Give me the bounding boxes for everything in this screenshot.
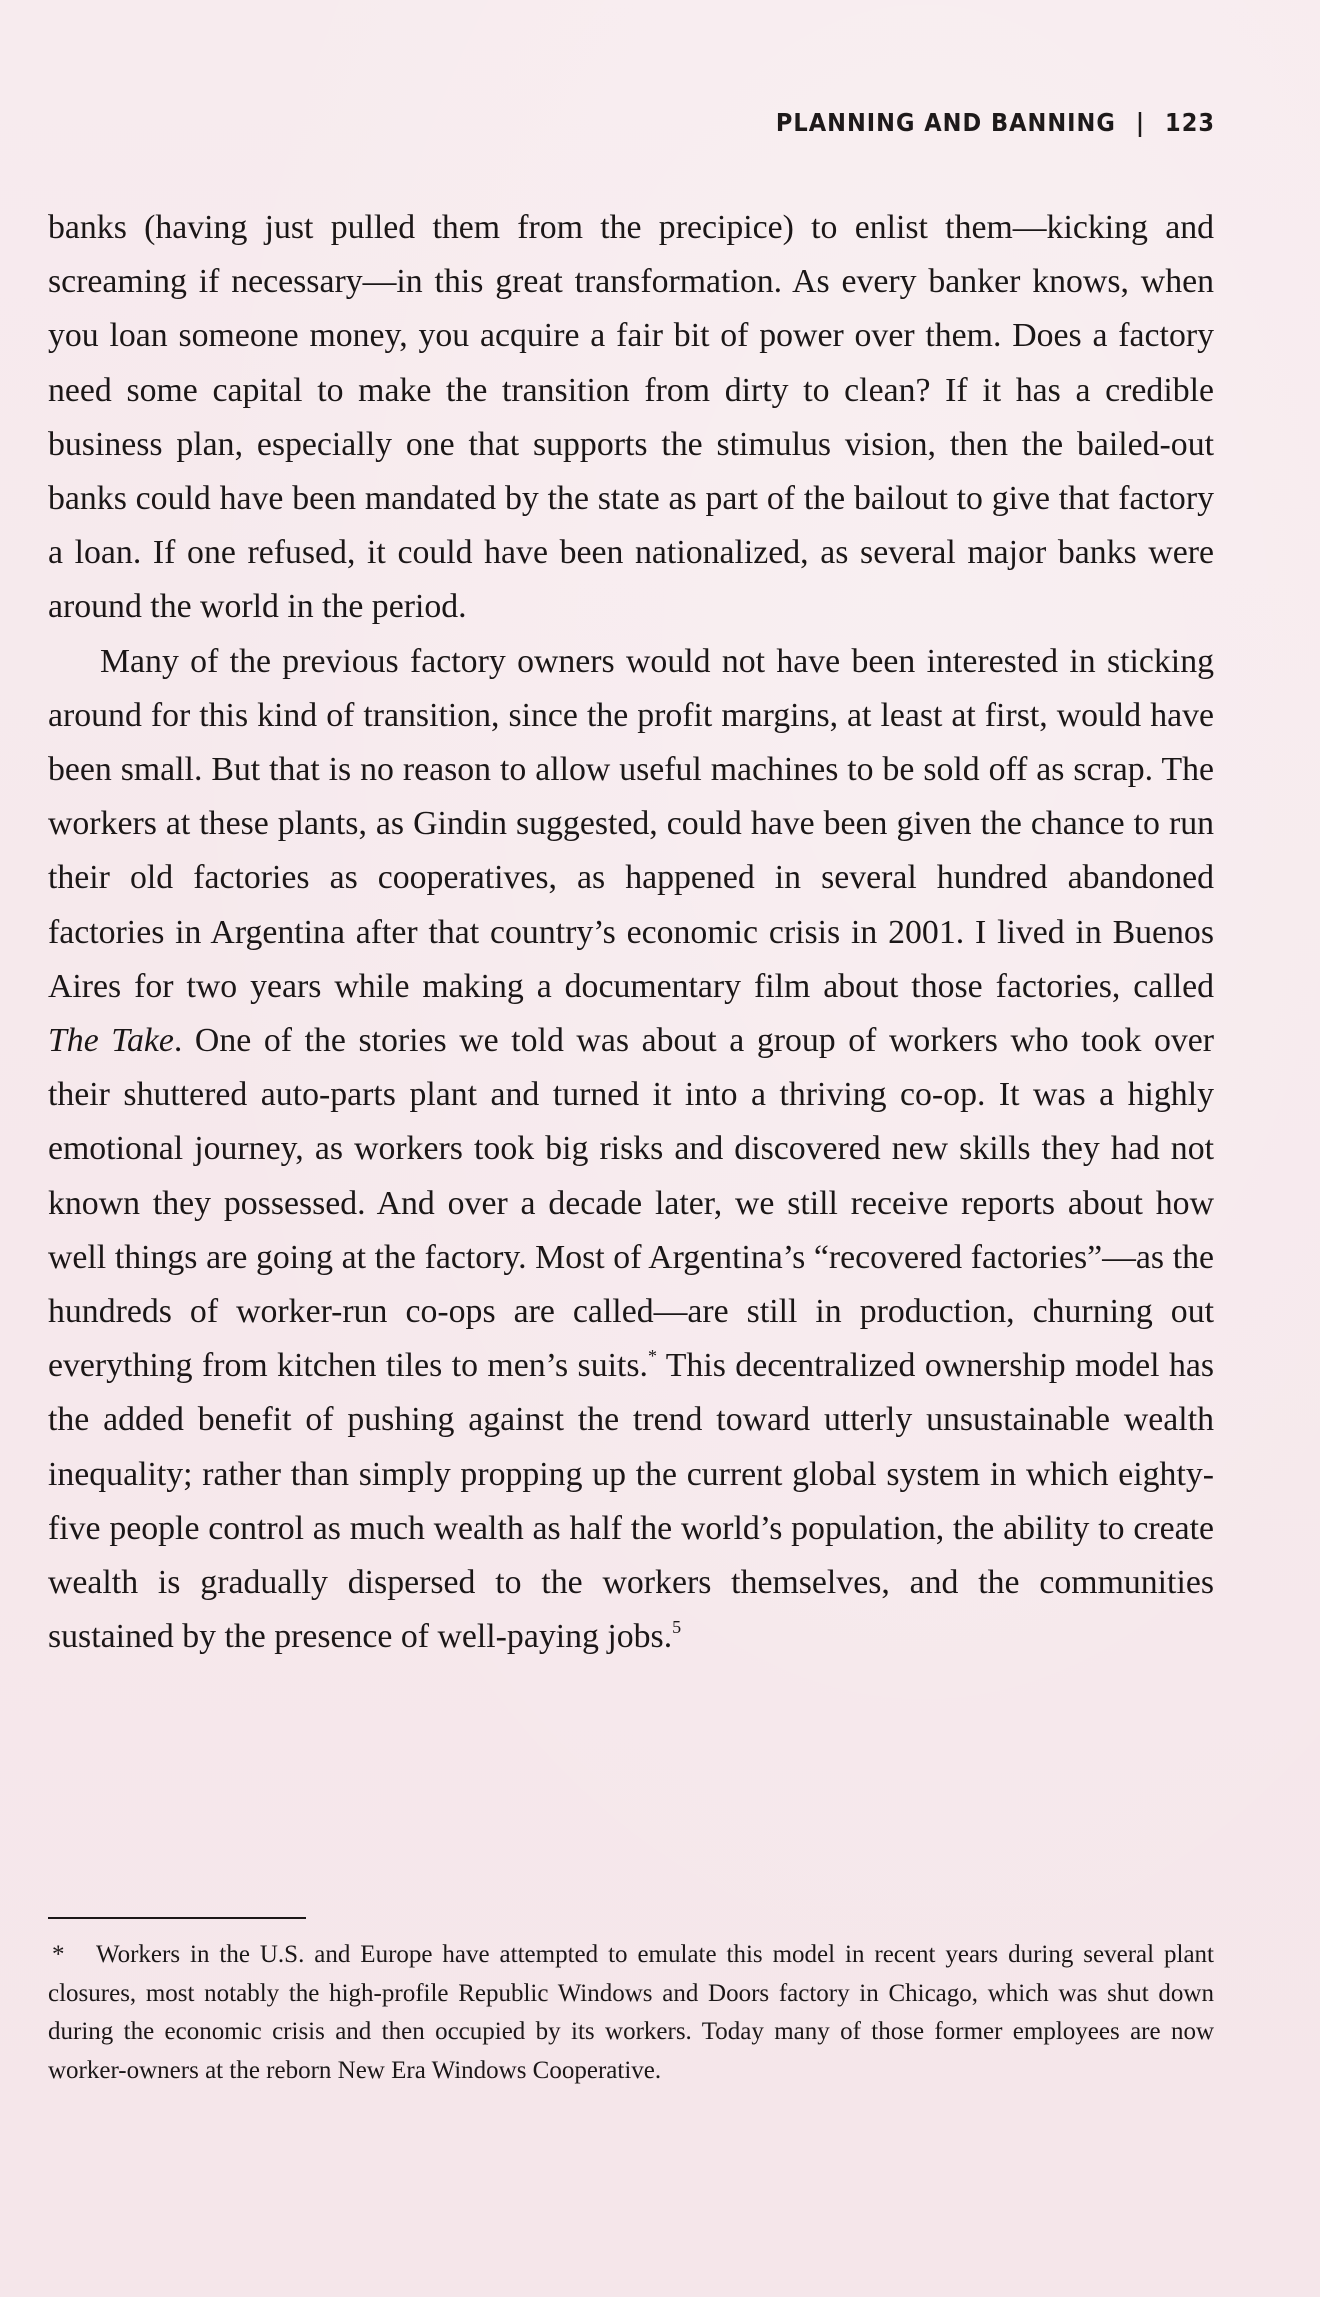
body-text	[48, 201, 1214, 1664]
footnote-mark: *	[52, 1941, 65, 1968]
header-separator: |	[1135, 108, 1146, 137]
paragraph-2-part-a: Many of the previous factory owners would not have been interested in sticking around for this kind of transition, since the profit margins, at least at first, would have been small. But that is no reason to allow useful machines to be sold off as scrap. The workers at these plants, as Gindin suggested, could have been given the chance to run their old factories as cooperatives, as happened in several hundred abandoned factories in Argentina after that country’s economic crisis in 2001. I lived in Buenos Aires for two years while making a documentary film about those factories, called	[48, 642, 1214, 1005]
footnote-reference-asterisk: *	[647, 1346, 657, 1367]
paragraph-2	[48, 635, 1214, 1665]
film-title: The Take	[48, 1022, 174, 1060]
paragraph-1: banks (having just pulled them from the precipice) to enlist them—kicking and screaming if necessary—in this great transformation. As every banker knows, when you loan someone money, you acquire a fair bit of power over them. Does a factory need some capital to make the transition from dirty to clean? If it has a credible business plan, especially one that supports the stimulus vision, then the bailed-out banks could have been mandated by the state as part of the bailout to give that factory a loan. If one refused, it could have been nationalized, as several major banks were around the world in the period.	[48, 209, 1214, 626]
chapter-title: PLANNING AND BANNING	[775, 108, 1116, 137]
paragraph-2-part-c: This decentralized ownership model has the added benefit of pushing against the trend toward utterly unsustainable wealth inequality; rather than simply propping up the current global system in which eighty-five people control as much wealth as half the world’s population, the ability to create wealth is gradually dispersed to the workers themselves, and the communities sustained by the presence of well-paying jobs.	[48, 1347, 1214, 1656]
endnote-reference: 5	[672, 1617, 682, 1638]
running-header	[776, 108, 1215, 137]
footnote-text: Workers in the U.S. and Europe have attempted to emulate this model in recent years during several plant closures, most notably the high-profile Republic Windows and Doors factory in Chicago, which was shut down during the economic crisis and then occupied by its workers. Today many of those former employees are now worker-owners at the reborn New Era Windows Cooperative.	[48, 1941, 1214, 2084]
footnote	[48, 1936, 1214, 2090]
paragraph-2-part-b: . One of the stories we told was about a group of workers who took over their shuttered auto-parts plant and turned it into a thriving co-op. It was a highly emotional journey, as workers took big risks and discovered new skills they had not known they possessed. And over a decade later, we still receive reports about how well things are going at the factory. Most of Argentina’s “recovered factories”—as the hundreds of worker-run co-ops are called—are still in production, churning out everything from kitchen tiles to men’s suits.	[48, 1022, 1214, 1385]
page-number: 123	[1165, 108, 1215, 137]
footnote-divider	[48, 1917, 306, 1919]
